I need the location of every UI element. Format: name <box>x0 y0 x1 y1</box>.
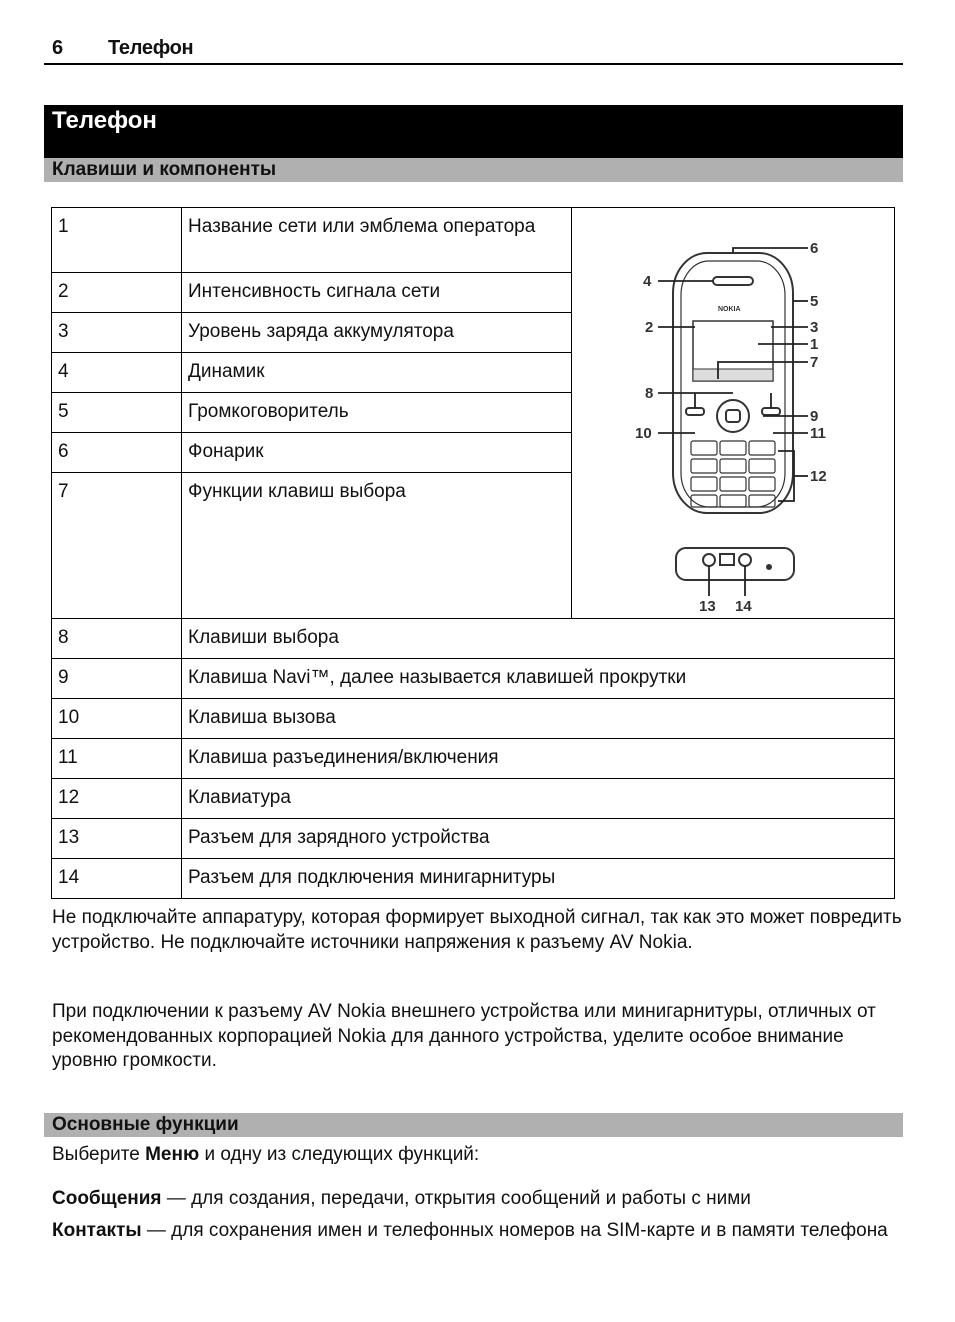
row-number: 12 <box>52 779 182 819</box>
menu-term: Меню <box>145 1144 200 1165</box>
chapter-title: Телефон <box>52 107 157 134</box>
row-number: 6 <box>52 433 182 473</box>
svg-text:6: 6 <box>810 239 819 257</box>
row-number: 14 <box>52 859 182 899</box>
chapter-heading <box>44 105 903 158</box>
intro-text: и одну из следующих функций: <box>199 1144 480 1165</box>
row-label: Разъем для зарядного устройства <box>182 819 895 859</box>
intro-text: Выберите <box>52 1144 146 1165</box>
svg-text:10: 10 <box>635 424 652 442</box>
row-label: Разъем для подключения минигарнитуры <box>182 859 895 899</box>
row-label: Динамик <box>182 353 572 393</box>
row-label: Громкоговоритель <box>182 393 572 433</box>
volume-paragraph: При подключении к разъему AV Nokia внешнего устройства или минигарнитуры, отличных от рекомендованных корпорацией Nokia для данного устройства, уделите особое внимание уровню громкости. <box>52 1001 876 1071</box>
section-title: Клавиши и компоненты <box>52 159 277 180</box>
row-number: 10 <box>52 699 182 739</box>
function-name: Сообщения <box>52 1188 162 1209</box>
row-label: Уровень заряда аккумулятора <box>182 313 572 353</box>
table-row <box>52 208 895 273</box>
phone-diagram-cell <box>572 208 895 619</box>
section-title: Основные функции <box>52 1114 239 1135</box>
svg-text:2: 2 <box>645 318 654 336</box>
row-label: Клавиша вызова <box>182 699 895 739</box>
row-number: 4 <box>52 353 182 393</box>
svg-text:5: 5 <box>810 292 819 310</box>
function-name: Контакты <box>52 1220 142 1241</box>
table-row <box>52 659 895 699</box>
svg-text:4: 4 <box>643 272 652 290</box>
svg-text:12: 12 <box>810 467 827 485</box>
svg-text:3: 3 <box>810 318 819 336</box>
row-label: Клавиатура <box>182 779 895 819</box>
functions-intro <box>52 1142 902 1167</box>
svg-text:9: 9 <box>810 407 819 425</box>
keys-table <box>51 207 895 899</box>
table-row <box>52 859 895 899</box>
svg-text:11: 11 <box>810 424 826 442</box>
row-number: 9 <box>52 659 182 699</box>
table-row <box>52 739 895 779</box>
running-header <box>44 36 903 65</box>
row-label: Название сети или эмблема оператора <box>182 208 572 273</box>
row-label: Клавиша Navi™, далее называется клавишей прокрутки <box>182 659 895 699</box>
row-number: 5 <box>52 393 182 433</box>
table-row <box>52 819 895 859</box>
running-title: Телефон <box>108 37 194 59</box>
row-number: 8 <box>52 619 182 659</box>
function-item-messages <box>52 1186 902 1211</box>
row-number: 7 <box>52 473 182 619</box>
warning-paragraph: Не подключайте аппаратуру, которая формирует выходной сигнал, так как это может повредить устройство. Не подключайте источники напряжения к разъему AV Nokia. <box>52 907 902 953</box>
section-heading-keys <box>44 158 903 182</box>
function-description: — для сохранения имен и телефонных номеров на SIM-карте и в памяти телефона <box>141 1220 888 1241</box>
page-number: 6 <box>52 37 63 59</box>
row-number: 1 <box>52 208 182 273</box>
section-heading-functions <box>44 1113 903 1137</box>
row-label: Фонарик <box>182 433 572 473</box>
svg-text:8: 8 <box>645 384 654 402</box>
svg-text:NOKIA: NOKIA <box>718 305 741 313</box>
svg-text:1: 1 <box>810 335 819 353</box>
function-description: — для создания, передачи, открытия сообщений и работы с ними <box>161 1188 751 1209</box>
table-row <box>52 699 895 739</box>
row-number: 13 <box>52 819 182 859</box>
svg-text:14: 14 <box>735 597 752 615</box>
svg-text:7: 7 <box>810 353 819 371</box>
table-row <box>52 779 895 819</box>
row-number: 2 <box>52 273 182 313</box>
row-number: 3 <box>52 313 182 353</box>
row-label: Интенсивность сигнала сети <box>182 273 572 313</box>
row-label: Клавиши выбора <box>182 619 895 659</box>
row-number: 11 <box>52 739 182 779</box>
phone-diagram <box>573 211 893 616</box>
svg-text:13: 13 <box>699 597 716 615</box>
function-item-contacts <box>52 1218 902 1243</box>
table-row <box>52 619 895 659</box>
row-label: Клавиша разъединения/включения <box>182 739 895 779</box>
row-label: Функции клавиш выбора <box>182 473 572 619</box>
